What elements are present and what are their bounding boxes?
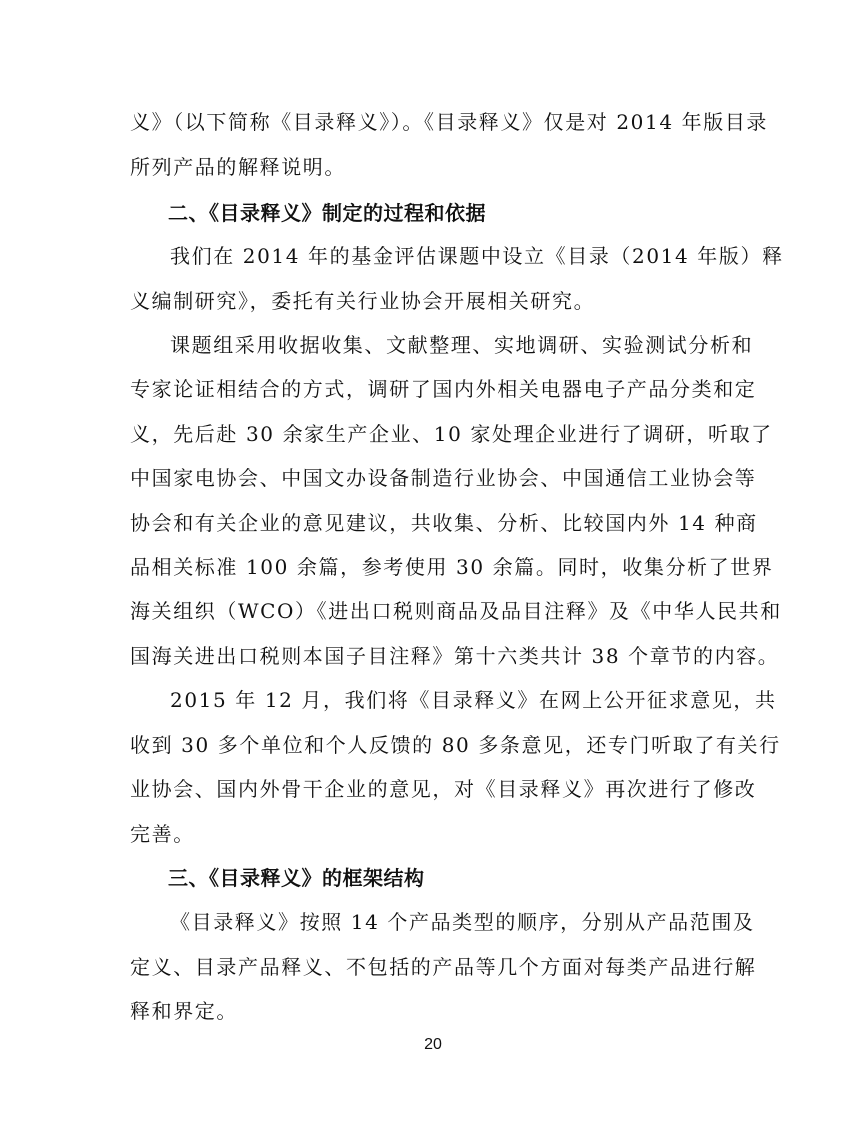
text-line: 释和界定。 [130,999,238,1023]
text-line: 义》（以下简称《目录释义》）。《目录释义》仅是对 2014 年版目录 [130,110,769,134]
text-line: 中国家电协会、中国文办设备制造行业协会、中国通信工业协会等 [130,466,757,490]
text-line: 国海关进出口税则本国子目注释》第十六类共计 38 个章节的内容。 [130,644,780,668]
text-line: 海关组织（WCO）《进出口税则商品及品目注释》及《中华人民共和 [130,599,782,623]
text-line: 收到 30 多个单位和个人反馈的 80 多条意见，还专门听取了有关行 [130,733,781,757]
text-line: 专家论证相结合的方式，调研了国内外相关电器电子产品分类和定 [130,377,757,401]
text-line: 业协会、国内外骨干企业的意见，对《目录释义》再次进行了修改 [130,777,757,801]
text-line: 课题组采用收据收集、文献整理、实地调研、实验测试分析和 [170,333,754,357]
text-line: 我们在 2014 年的基金评估课题中设立《目录（2014 年版）释 [170,244,784,268]
text-line: 品相关标准 100 余篇，参考使用 30 余篇。同时，收集分析了世界 [130,555,774,579]
text-line: 《目录释义》按照 14 个产品类型的顺序，分别从产品范围及 [170,910,755,934]
text-line: 义编制研究》，委托有关行业协会开展相关研究。 [130,289,596,313]
text-line: 协会和有关企业的意见建议，共收集、分析、比较国内外 14 种商 [130,511,758,535]
text-line: 完善。 [130,822,195,846]
section-heading: 三、《目录释义》的框架结构 [168,866,425,890]
text-line: 所列产品的解释说明。 [130,155,346,179]
text-line: 定义、目录产品释义、不包括的产品等几个方面对每类产品进行解 [130,955,757,979]
page-number: 20 [424,1036,442,1053]
section-heading: 二、《目录释义》制定的过程和依据 [168,201,486,225]
text-line: 2015 年 12 月，我们将《目录释义》在网上公开征求意见，共 [170,688,777,712]
text-line: 义，先后赴 30 余家生产企业、10 家处理企业进行了调研，听取了 [130,422,773,446]
